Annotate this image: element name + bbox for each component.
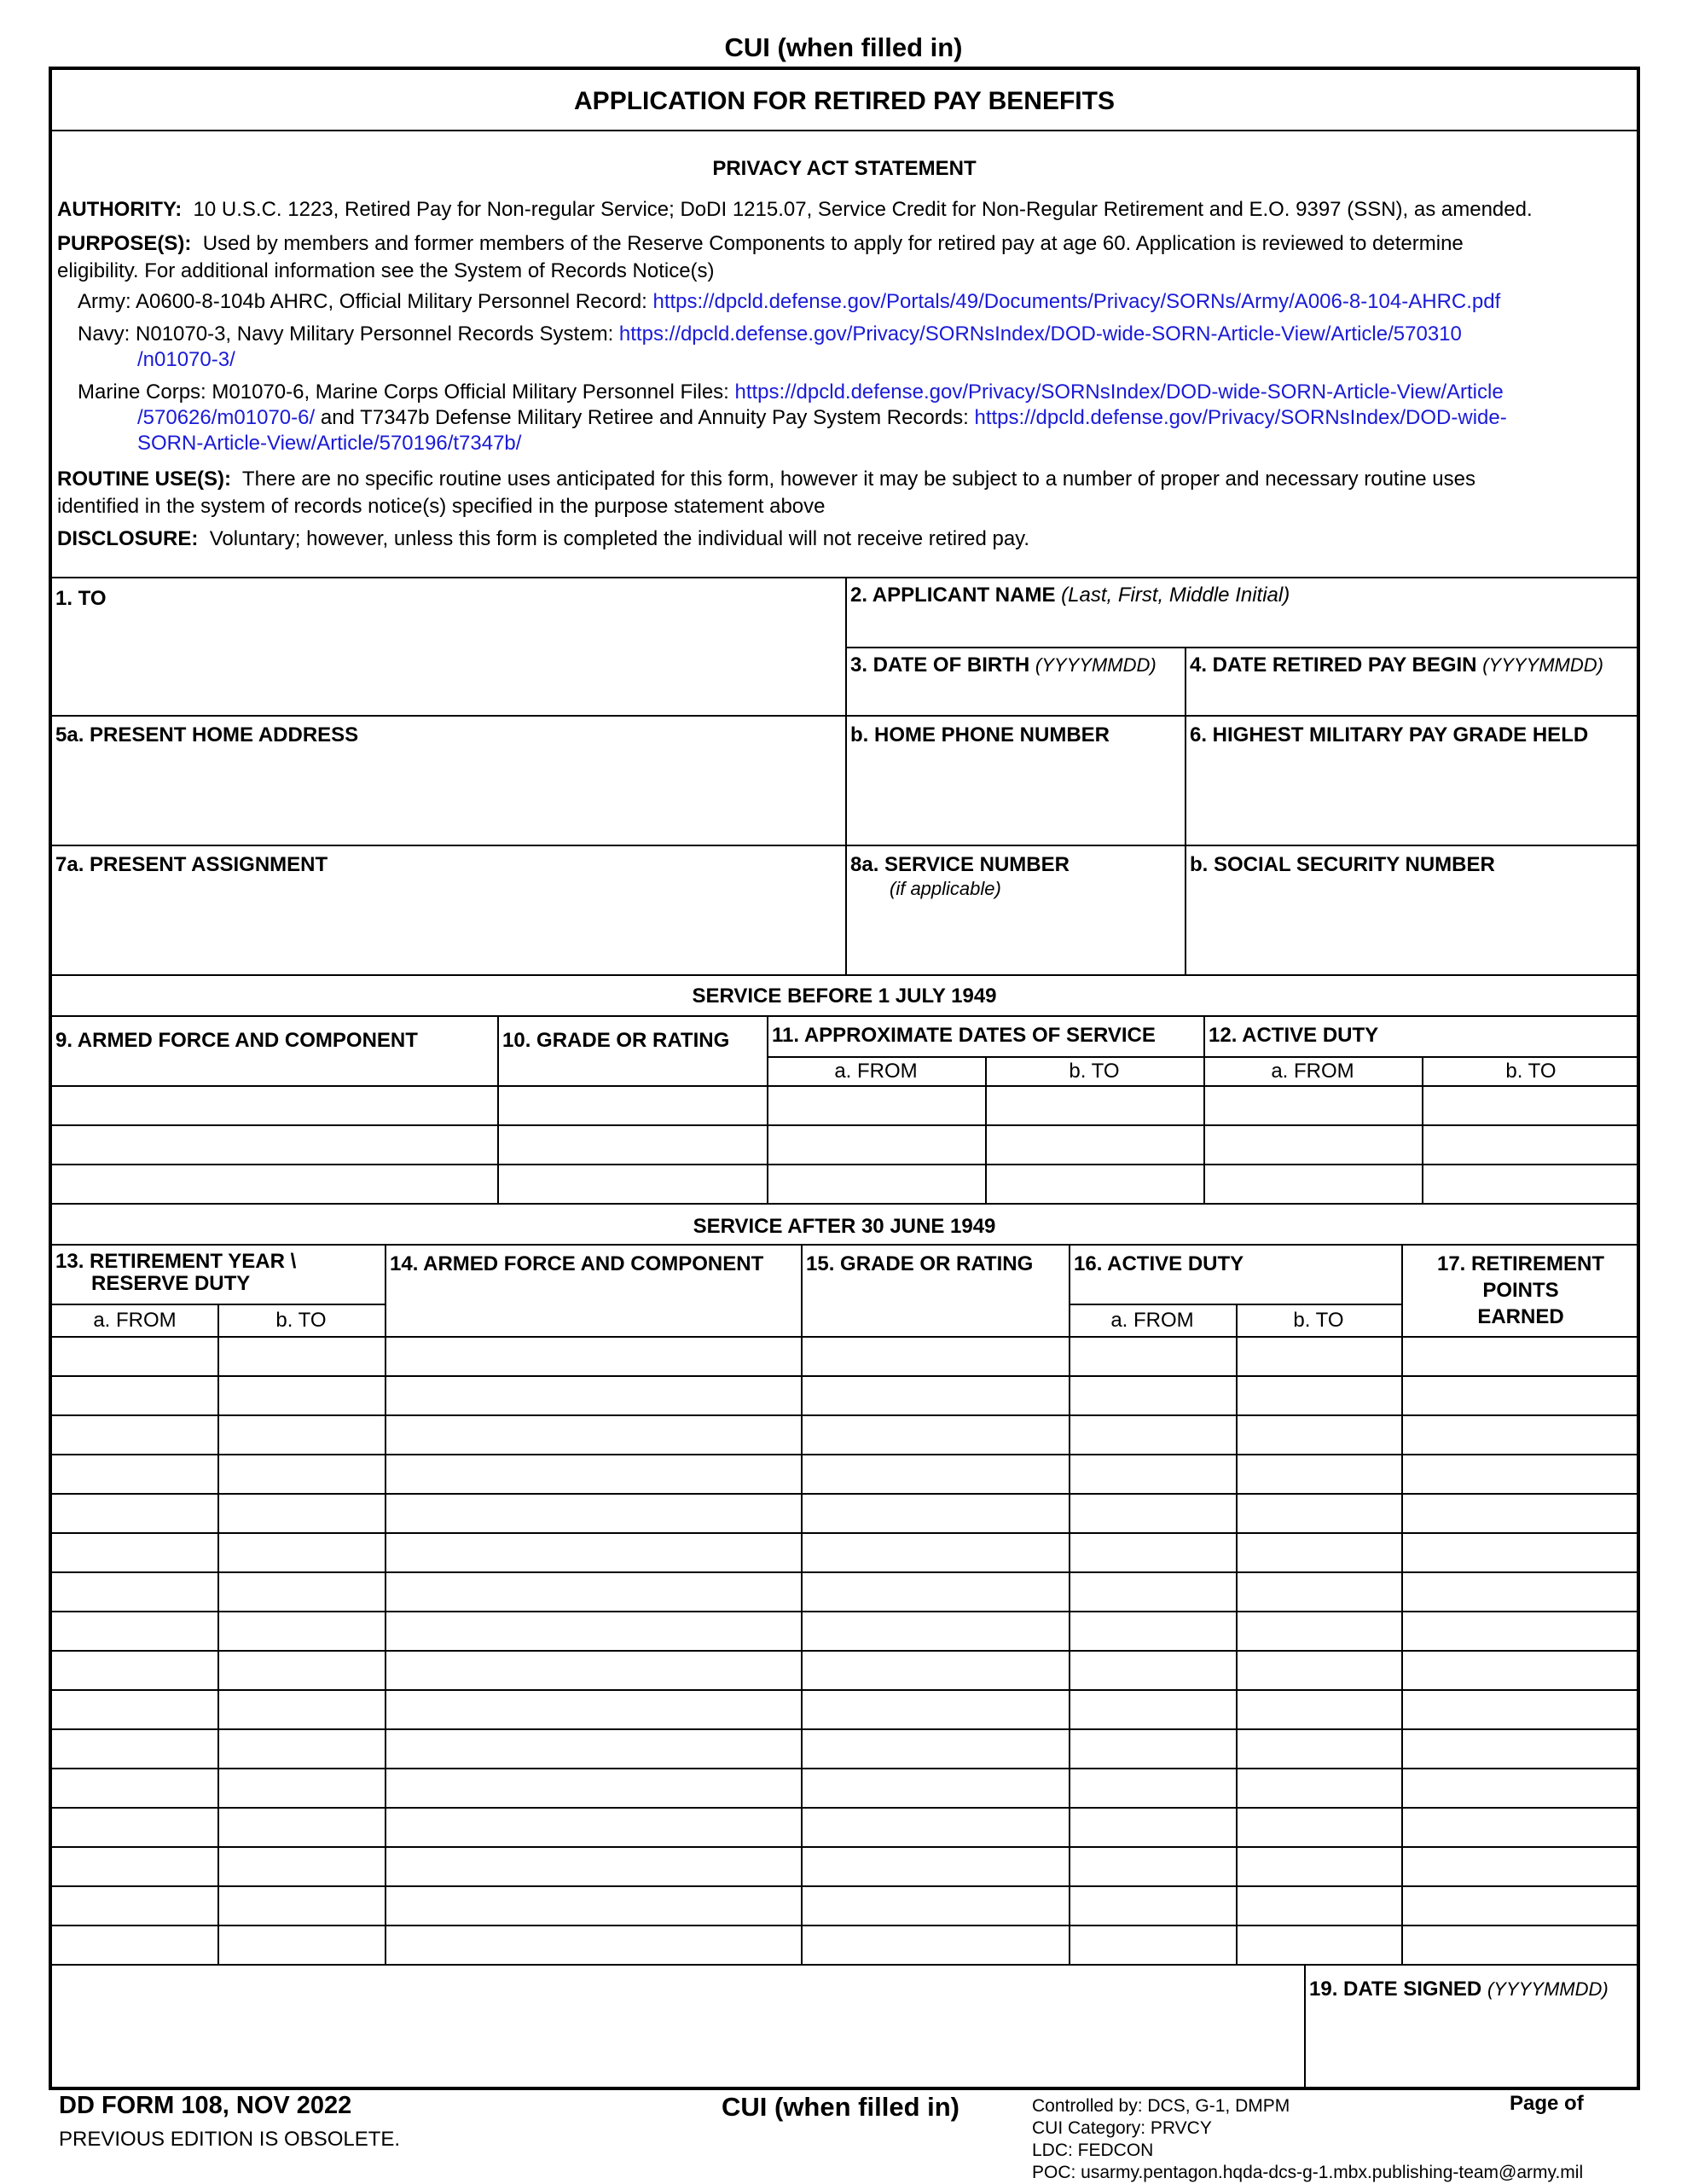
field-15-header: 15. GRADE OR RATING <box>806 1252 1034 1275</box>
purpose-text-2: eligibility. For additional information see the System of Records Notice(s) <box>57 259 715 282</box>
field-5a-home-address[interactable]: 5a. PRESENT HOME ADDRESS <box>55 723 359 746</box>
field-6-pay-grade[interactable]: 6. HIGHEST MILITARY PAY GRADE HELD <box>1190 723 1589 746</box>
table-row[interactable] <box>52 1650 1637 1652</box>
cui-marking-bottom: CUI (when filled in) <box>722 2092 959 2122</box>
field-16a-from: a. FROM <box>1110 1309 1194 1332</box>
field-10-header: 10. GRADE OR RATING <box>502 1029 730 1052</box>
field-11-header: 11. APPROXIMATE DATES OF SERVICE <box>772 1024 1156 1047</box>
table-row[interactable] <box>52 1375 1637 1377</box>
army-sorn-link[interactable]: https://dpcld.defense.gov/Portals/49/Documents/Privacy/SORNs/Army/A006-8-104-AHRC.pdf <box>652 290 1501 313</box>
navy-sorn-link[interactable]: https://dpcld.defense.gov/Privacy/SORNsIndex/DOD-wide-SORN-Article-View/Article/570310 <box>618 322 1462 346</box>
field-7a-present-assignment[interactable]: 7a. PRESENT ASSIGNMENT <box>55 853 328 876</box>
divider <box>52 577 1637 578</box>
field-2-label: 2. APPLICANT NAME <box>850 584 1056 607</box>
field-4-date-retired-pay-begin[interactable] <box>1190 653 1603 677</box>
field-19-date-signed[interactable] <box>1309 1978 1609 2001</box>
disclosure-label: DISCLOSURE: <box>57 527 199 550</box>
field-8a-hint: (if applicable) <box>890 878 1001 899</box>
field-12-header: 12. ACTIVE DUTY <box>1209 1024 1379 1047</box>
divider <box>497 1015 499 1205</box>
table-row[interactable] <box>52 1807 1637 1809</box>
cui-designation-block <box>1032 2095 1583 2184</box>
divider <box>1185 647 1186 976</box>
divider <box>845 577 847 976</box>
table-row[interactable] <box>52 1925 1637 1926</box>
divider <box>1236 1304 1238 1964</box>
privacy-heading: PRIVACY ACT STATEMENT <box>712 157 977 180</box>
field-9-header: 9. ARMED FORCE AND COMPONENT <box>55 1029 418 1052</box>
divider <box>52 845 1637 846</box>
field-2-hint: (Last, First, Middle Initial) <box>1061 584 1290 607</box>
controlled-by: Controlled by: DCS, G-1, DMPM <box>1032 2096 1290 2116</box>
field-14-header: 14. ARMED FORCE AND COMPONENT <box>390 1252 764 1275</box>
service-before-heading: SERVICE BEFORE 1 JULY 1949 <box>692 985 997 1008</box>
table-row[interactable] <box>52 1846 1637 1848</box>
divider <box>1069 1304 1401 1305</box>
t7347b-link-cont[interactable]: SORN-Article-View/Article/570196/t7347b/ <box>137 432 522 455</box>
field-17-line1: 17. RETIREMENT <box>1436 1252 1605 1275</box>
table-row[interactable] <box>52 1454 1637 1455</box>
t7347b-text: and T7347b Defense Military Retiree and Annuity Pay System Records: <box>315 406 975 429</box>
divider <box>767 1056 1640 1058</box>
field-17-header <box>1401 1251 1640 1330</box>
cui-category: CUI Category: PRVCY <box>1032 2118 1212 2138</box>
field-17-line3: EARNED <box>1477 1305 1564 1328</box>
table-row[interactable] <box>52 1493 1637 1495</box>
purpose-label: PURPOSE(S): <box>57 232 192 255</box>
disclosure-paragraph <box>57 526 1029 553</box>
field-3-date-of-birth[interactable] <box>850 653 1157 677</box>
field-8a-service-number[interactable]: 8a. SERVICE NUMBER <box>850 853 1070 876</box>
field-13a-from: a. FROM <box>93 1309 177 1332</box>
divider <box>801 1244 803 1964</box>
page-number: Page of <box>1510 2092 1584 2115</box>
field-17-line2: POINTS <box>1482 1279 1559 1302</box>
table-row[interactable] <box>52 1611 1637 1612</box>
poc: POC: usarmy.pentagon.hqda-dcs-g-1.mbx.publishing-team@army.mil <box>1032 2163 1584 2182</box>
field-13-line2: RESERVE DUTY <box>91 1272 251 1295</box>
field-4-label: 4. DATE RETIRED PAY BEGIN <box>1190 653 1477 677</box>
field-19-hint: (YYYYMMDD) <box>1487 1978 1609 2000</box>
field-3-hint: (YYYYMMDD) <box>1035 654 1157 676</box>
form-frame <box>49 67 1640 2090</box>
divider <box>52 974 1637 976</box>
divider <box>1304 1964 1306 2090</box>
divider <box>217 1304 219 1964</box>
field-16-header: 16. ACTIVE DUTY <box>1074 1252 1244 1275</box>
field-11a-from: a. FROM <box>834 1060 918 1083</box>
table-row[interactable] <box>52 1768 1637 1769</box>
purpose-text: Used by members and former members of the Reserve Components to apply for retired pay at age 60. Application is reviewed to determine <box>202 232 1464 255</box>
disclosure-text: Voluntary; however, unless this form is completed the individual will not receive retired pay. <box>209 527 1030 550</box>
table-row[interactable] <box>52 1885 1637 1887</box>
field-11b-to: b. TO <box>1069 1060 1120 1083</box>
field-2-applicant-name[interactable] <box>850 584 1290 607</box>
divider <box>1203 1015 1205 1205</box>
divider <box>52 1085 1637 1087</box>
previous-edition-note: PREVIOUS EDITION IS OBSOLETE. <box>59 2128 401 2151</box>
table-row[interactable] <box>52 1571 1637 1573</box>
navy-sorn-text: Navy: N01070-3, Navy Military Personnel Records System: <box>78 322 619 346</box>
field-5b-home-phone[interactable]: b. HOME PHONE NUMBER <box>850 723 1110 746</box>
service-after-heading: SERVICE AFTER 30 JUNE 1949 <box>693 1215 996 1238</box>
table-row[interactable] <box>52 1964 1637 1966</box>
purpose-paragraph <box>57 230 1464 285</box>
divider <box>52 1015 1637 1017</box>
authority-text: 10 U.S.C. 1223, Retired Pay for Non-regular Service; DoDI 1215.07, Service Credit for Non-Regular Retirement and E.O. 9397 (SSN), as amended. <box>193 198 1533 221</box>
army-sorn <box>78 288 1500 316</box>
field-13b-to: b. TO <box>275 1309 327 1332</box>
marine-sorn-link[interactable]: https://dpcld.defense.gov/Privacy/SORNsIndex/DOD-wide-SORN-Article-View/Article <box>734 380 1504 404</box>
divider <box>52 1203 1637 1205</box>
field-1-to[interactable]: 1. TO <box>55 587 107 610</box>
routine-use-text: There are no specific routine uses anticipated for this form, however it may be subject to a number of proper and necessary routine uses <box>241 468 1475 491</box>
divider <box>1069 1244 1070 1964</box>
navy-sorn <box>78 321 1462 348</box>
marine-sorn-text: Marine Corps: M01070-6, Marine Corps Official Military Personnel Files: <box>78 380 735 404</box>
ldc: LDC: FEDCON <box>1032 2140 1154 2160</box>
t7347b-link[interactable]: https://dpcld.defense.gov/Privacy/SORNsIndex/DOD-wide- <box>974 406 1507 429</box>
divider <box>767 1015 768 1205</box>
authority-label: AUTHORITY: <box>57 198 183 221</box>
form-title: APPLICATION FOR RETIRED PAY BENEFITS <box>574 87 1115 115</box>
divider <box>52 1124 1637 1126</box>
marine-sorn-cont <box>137 404 1507 432</box>
field-13-line1: 13. RETIREMENT YEAR \ <box>55 1250 297 1273</box>
field-12b-to: b. TO <box>1505 1060 1557 1083</box>
table-row[interactable] <box>52 1728 1637 1730</box>
cui-marking-top: CUI (when filled in) <box>724 32 963 62</box>
table-row[interactable] <box>52 1414 1637 1416</box>
routine-use-label: ROUTINE USE(S): <box>57 468 231 491</box>
field-16b-to: b. TO <box>1293 1309 1344 1332</box>
field-3-label: 3. DATE OF BIRTH <box>850 653 1030 677</box>
navy-sorn-link-cont[interactable]: /n01070-3/ <box>137 348 235 371</box>
field-4-hint: (YYYYMMDD) <box>1482 654 1603 676</box>
form-id: DD FORM 108, NOV 2022 <box>59 2092 352 2119</box>
divider <box>52 1244 1637 1246</box>
divider <box>52 1336 1637 1338</box>
divider <box>845 647 1640 648</box>
field-8b-ssn[interactable]: b. SOCIAL SECURITY NUMBER <box>1190 853 1495 876</box>
divider <box>52 715 1637 717</box>
field-13-header <box>55 1251 296 1295</box>
routine-use-paragraph <box>57 466 1475 520</box>
field-19-label: 19. DATE SIGNED <box>1309 1978 1482 2001</box>
marine-sorn-link-cont[interactable]: /570626/m01070-6/ <box>137 406 316 429</box>
divider <box>52 1164 1637 1165</box>
divider <box>52 130 1637 131</box>
marine-sorn <box>78 379 1504 406</box>
authority-paragraph <box>57 196 1533 224</box>
field-12a-from: a. FROM <box>1271 1060 1354 1083</box>
army-sorn-text: Army: A0600-8-104b AHRC, Official Military Personnel Record: <box>78 290 653 313</box>
divider <box>52 1304 385 1305</box>
table-row[interactable] <box>52 1689 1637 1691</box>
divider <box>1401 1244 1403 1964</box>
table-row[interactable] <box>52 1532 1637 1534</box>
divider <box>385 1244 386 1964</box>
routine-use-text-2: identified in the system of records notice(s) specified in the purpose statement above <box>57 495 826 518</box>
